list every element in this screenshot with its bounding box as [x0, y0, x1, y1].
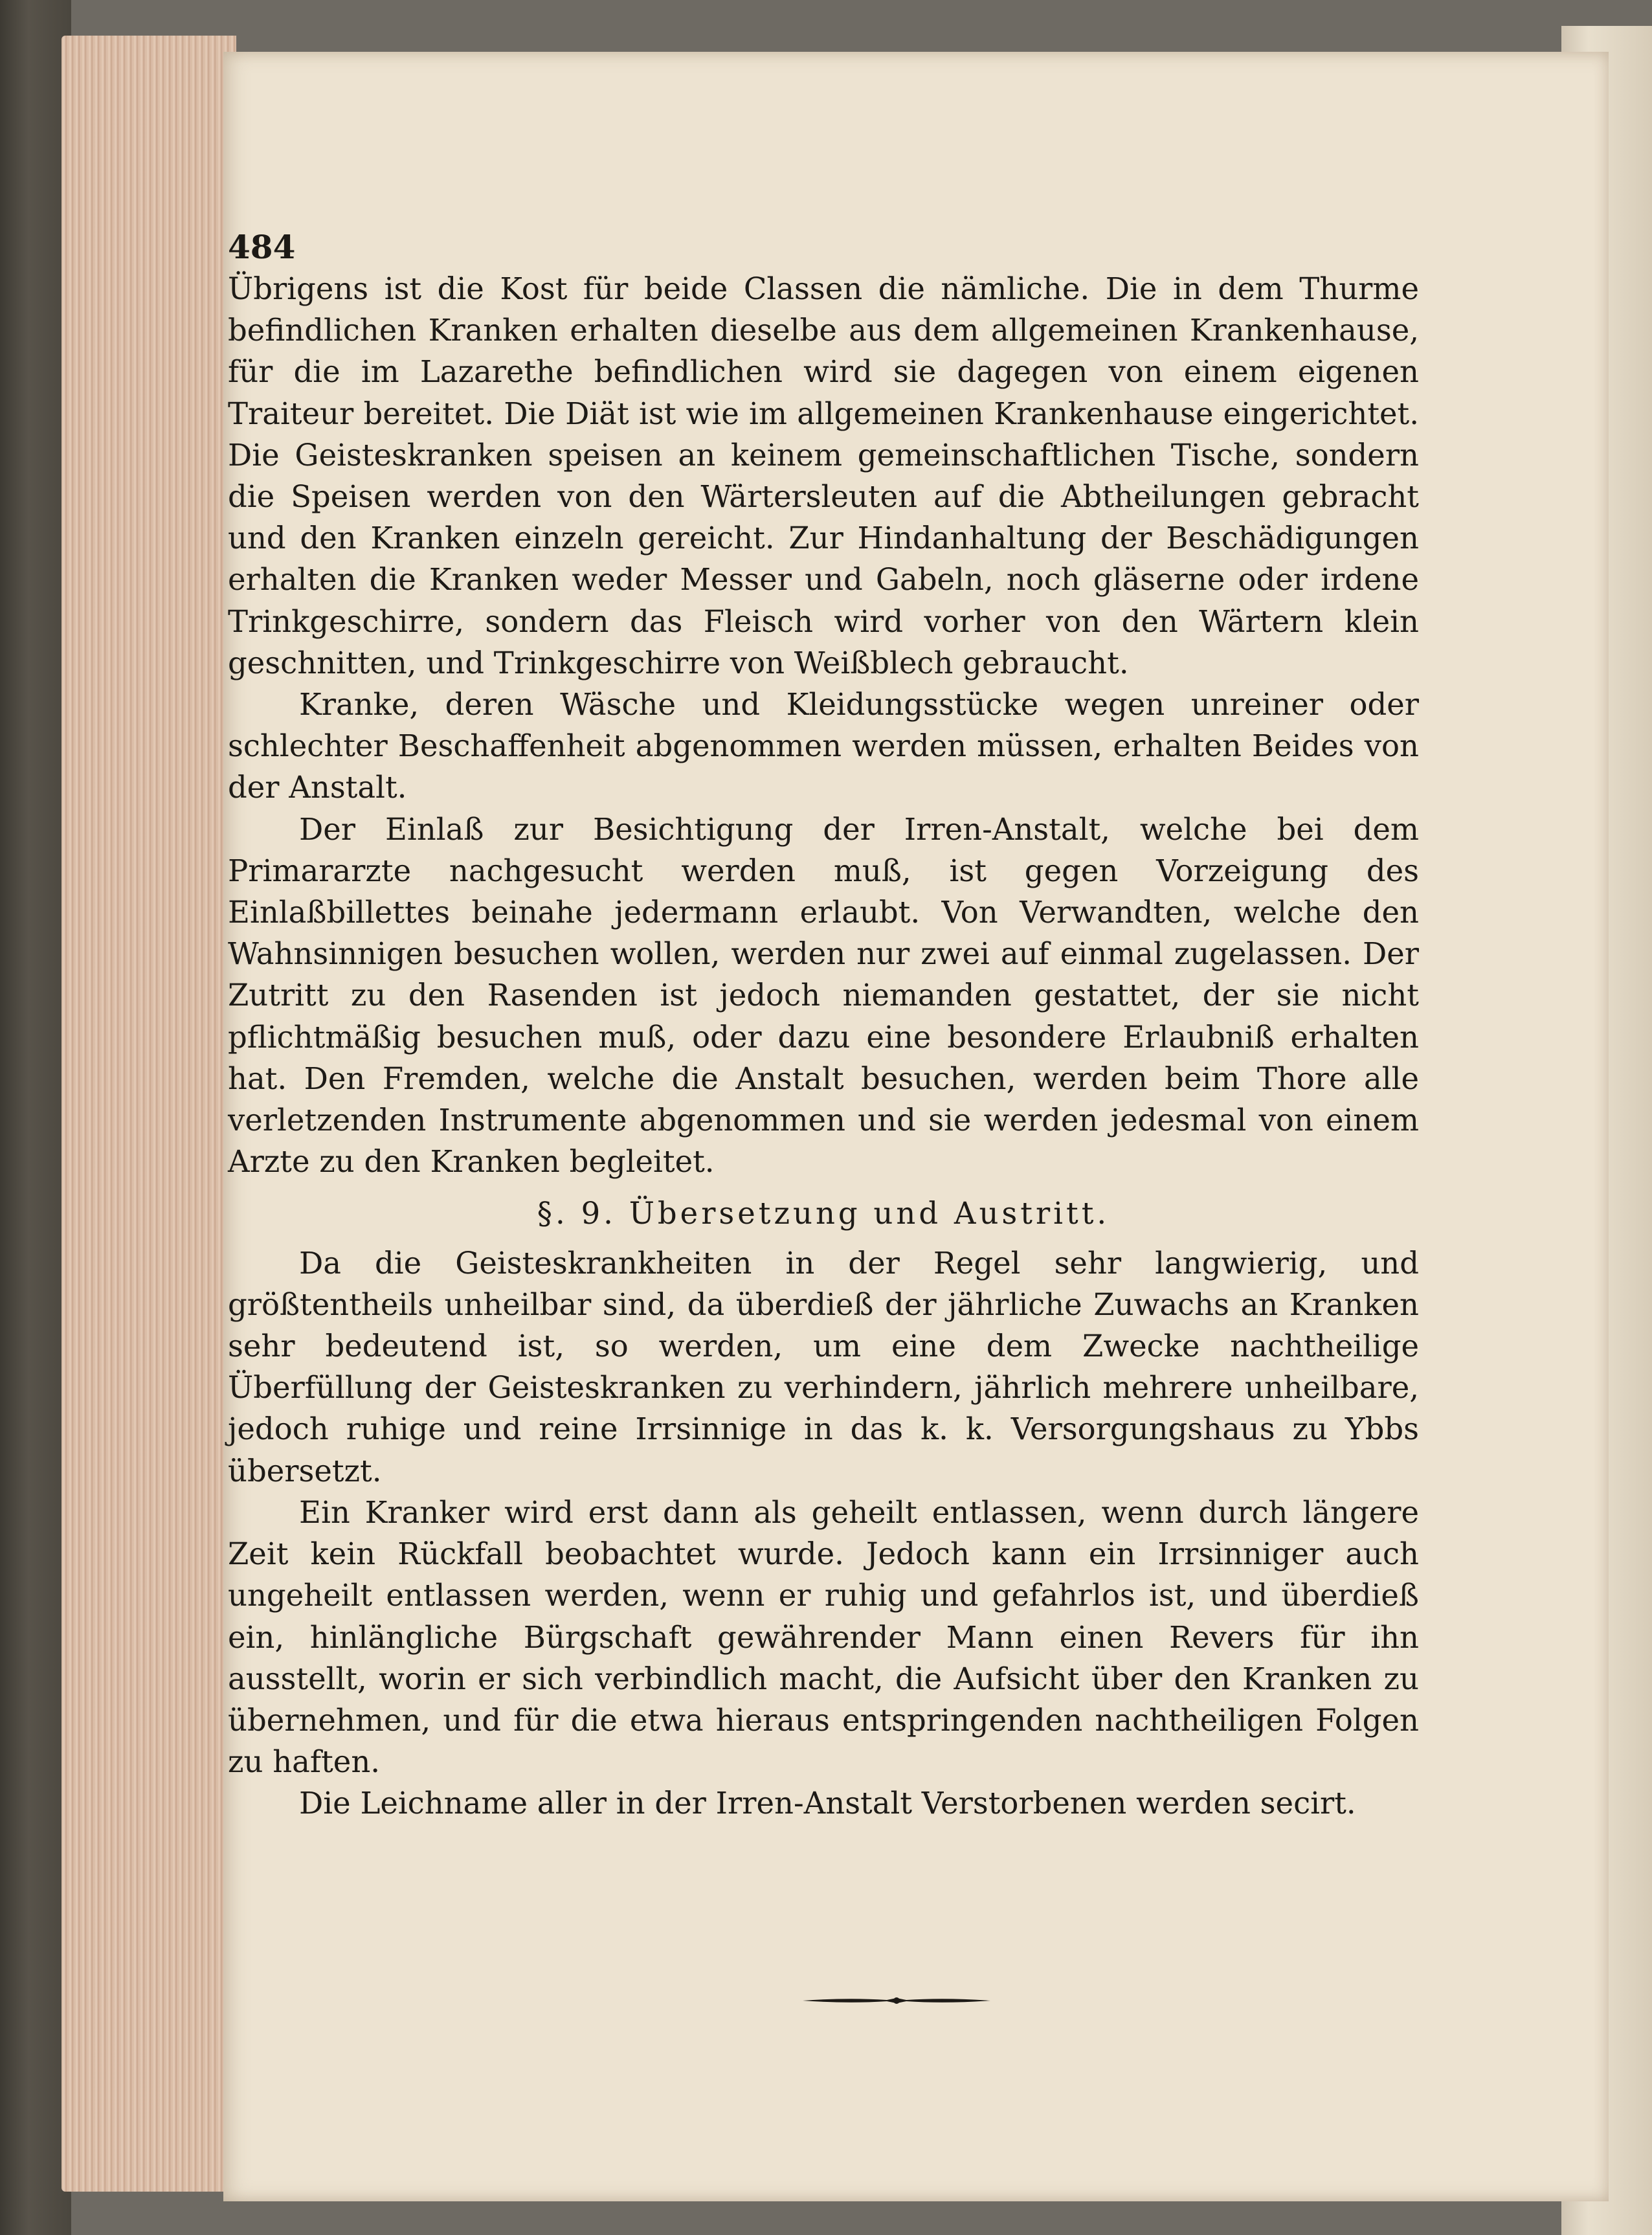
page-text-block: [228, 227, 1419, 1825]
paragraph-clothing: Kranke, deren Wäsche und Kleidungsstücke wegen unreiner oder schlechter Beschaffenheit abgenommen werden müssen, erhalten Beides von der Anstalt.: [228, 687, 1419, 805]
page-edges: [61, 36, 236, 2192]
ornamental-rule: [803, 1995, 990, 2006]
paragraph-visits: Der Einlaß zur Besichtigung der Irren-Anstalt, welche bei dem Primararzte nachgesucht werden muß, ist gegen Vorzeigung des Einlaßbillettes beinahe jedermann erlaubt. Von Verwandten, welche den Wahnsinnigen besuchen wollen, werden nur zwei auf einmal zugelassen. Der Zutritt zu den Rasenden ist jedoch niemanden gestattet, der sie nicht pflichtmäßig besuchen muß, oder dazu eine besondere Erlaubniß erhalten hat. Den Fremden, welche die Anstalt besuchen, werden beim Thore alle verletzenden Instrumente abgenommen und sie werden jedesmal von einem Arzte zu den Kranken begleitet.: [228, 811, 1419, 1180]
paragraph-autopsy: Die Leichname aller in der Irren-Anstalt Verstorbenen werden secirt.: [299, 1786, 1356, 1821]
section-heading: §. 9. Übersetzung und Austritt.: [537, 1196, 1110, 1231]
paragraph-discharge: Ein Kranker wird erst dann als geheilt entlassen, wenn durch längere Zeit kein Rückfall beobachtet wurde. Jedoch kann ein Irrsinniger auch ungeheilt entlassen werden, wenn er ruhig und gefahrlos ist, und überdieß ein, hinlängliche Bürgschaft gewährender Mann einen Revers für ihn ausstellt, worin er sich verbindlich macht, die Aufsicht über den Kranken zu übernehmen, und für die etwa hieraus entspringenden nachtheiligen Folgen zu haften.: [228, 1494, 1419, 1780]
page-number: 484: [228, 228, 296, 266]
book-cover: [0, 0, 71, 2235]
paragraph-transfer: Da die Geisteskrankheiten in der Regel sehr langwierig, und größtentheils unheilbar sind, da überdieß der jährliche Zuwachs an Kranken sehr bedeutend ist, so werden, um eine dem Zwecke nachtheilige Überfüllung der Geisteskranken zu verhindern, jährlich mehrere unheilbare, jedoch ruhige und reine Irrsinnige in das k. k. Versorgungshaus zu Ybbs übersetzt.: [228, 1245, 1419, 1488]
paragraph-diet: Übrigens ist die Kost für beide Classen die nämliche. Die in dem Thurme befindlichen Kranken erhalten dieselbe aus dem allgemeinen Krankenhause, für die im Lazarethe befindlichen wird sie dagegen von einem eigenen Traiteur bereitet. Die Diät ist wie im allgemeinen Krankenhause eingerichtet. Die Geisteskranken speisen an keinem gemeinschaftlichen Tische, sondern die Speisen werden von den Wärtersleuten auf die Abtheilungen gebracht und den Kranken einzeln gereicht. Zur Hindanhaltung der Beschädigungen erhalten die Kranken weder Messer und Gabeln, noch gläserne oder irdene Trinkgeschirre, sondern das Fleisch wird vorher von den Wärtern klein geschnitten, und Trinkgeschirre von Weißblech gebraucht.: [228, 271, 1419, 680]
